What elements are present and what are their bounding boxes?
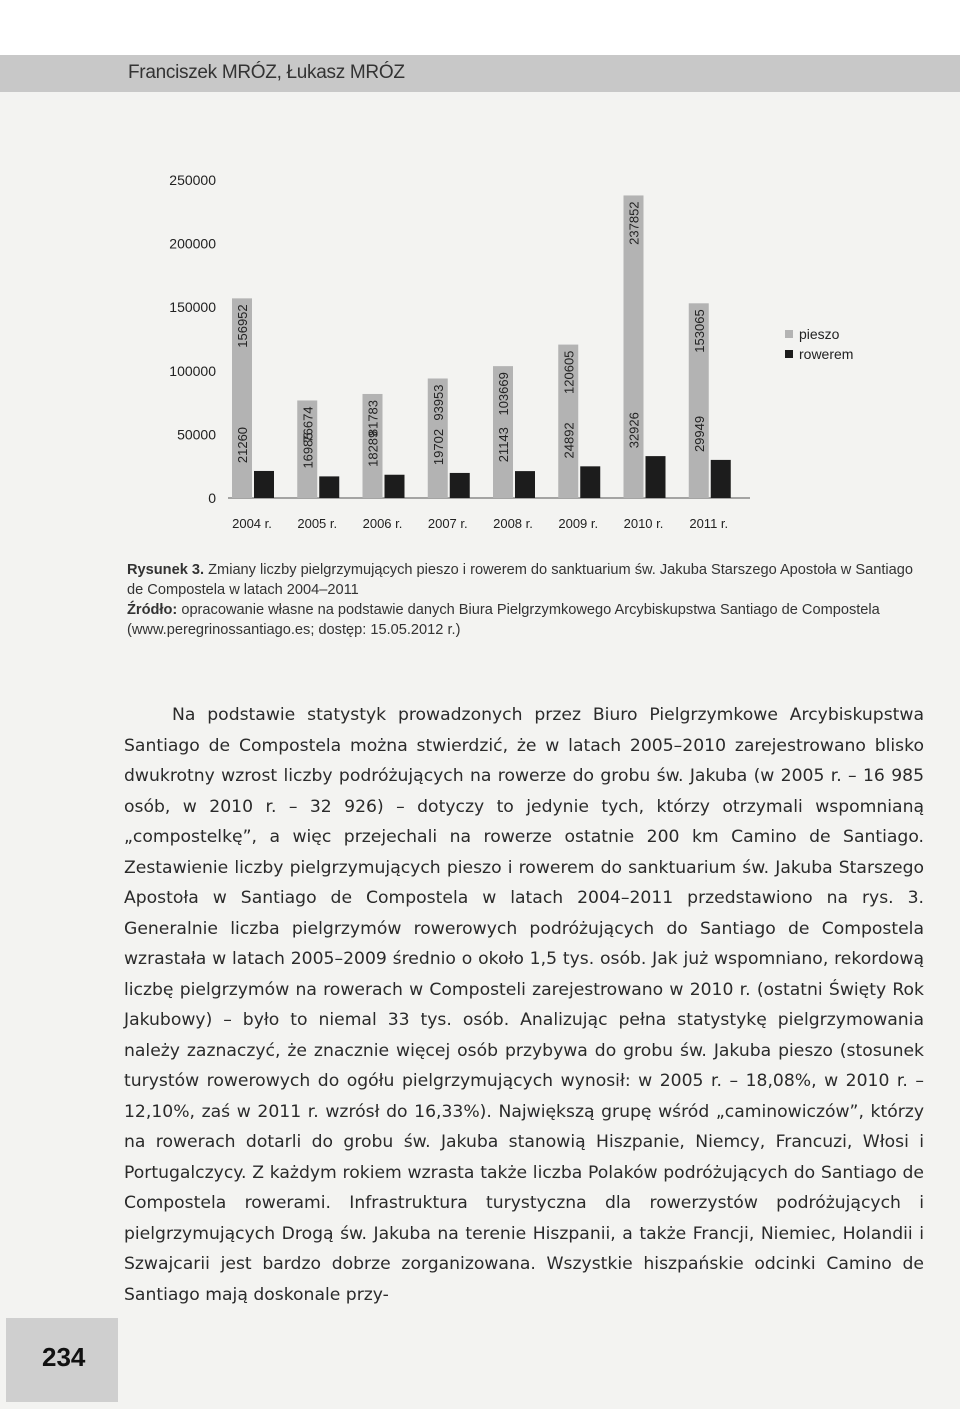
bar-pieszo-label: 93953 bbox=[430, 384, 446, 421]
x-tick-label: 2009 r. bbox=[558, 516, 599, 531]
bar-rowerem bbox=[580, 466, 600, 498]
bar-rowerem-label: 24892 bbox=[561, 422, 577, 459]
x-tick-label: 2005 r. bbox=[297, 516, 338, 531]
x-tick-label: 2007 r. bbox=[427, 516, 468, 531]
bar-pieszo-label: 103669 bbox=[496, 372, 511, 416]
x-tick-label: 2006 r. bbox=[362, 516, 403, 531]
caption-source-text: opracowanie własne na podstawie danych Biura Pielgrzymkowego Arcybiskupstwa Santiago de Compostela (www.peregrinossantiago.es; dostęp: 15.05.2012 r.) bbox=[127, 602, 880, 638]
bar-pieszo-label: 76674 bbox=[300, 406, 316, 443]
page-header-band bbox=[0, 0, 960, 100]
bar-rowerem-label: 21143 bbox=[496, 427, 511, 463]
x-tick-label: 2010 r. bbox=[623, 516, 664, 531]
body-text bbox=[124, 700, 924, 1310]
bar-pieszo-label: 156952 bbox=[235, 304, 250, 348]
bar-pieszo-label: 120605 bbox=[561, 350, 577, 394]
bar-rowerem-label: 21260 bbox=[235, 426, 250, 464]
legend-swatch bbox=[785, 350, 793, 358]
bar-rowerem-label: 19702 bbox=[430, 428, 446, 466]
body-paragraph: Na podstawie statystyk prowadzonych przez Biuro Pielgrzymkowe Arcybiskupstwa Santiago de Compostela można stwierdzić, że w latach 2005–2010 zarejestrowano blisko dwukrotny wzrost liczby podróżujących na rowerze do grobu św. Jakuba (w 2005 r. – 16 985 osób, w 2010 r. – 32 926) – dotyczy to jedynie tych, którzy otrzymali wspomnianą „compostelkę”, a więc przejechali na rowerze ostatnie 200 km Camino de Santiago. Zestawienie liczby pielgrzymujących pieszo i rowerem do sanktuarium św. Jakuba Starszego Apostoła w Santiago de Compostela w latach 2004–2011 przedstawiono na rys. 3. Generalnie liczba pielgrzymów rowerowych podróżujących do Santiago de Compostela wzrastała w latach 2005–2009 średnio o około 1,5 tys. osób. Jak już wspomniano, rekordową liczbę pielgrzymów na rowerach w Composteli zarejestrowano w 2010 r. (ostatni Święty Rok Jakubowy) – było to niemal 33 tys. osób. Analizując pełna statystykę pielgrzymowania należy zaznaczyć, że znacznie więcej osób przybywa do grobu św. Jakuba pieszo (stosunek turystów rowerowych do ogółu pielgrzymujących wynosił: w 2005 r. – 18,08%, w 2010 r. – 12,10%, zaś w 2011 r. wzrósł do 16,33%). Największą grupę wśród „caminowiczów”, którzy na rowerach dotarli do grobu św. Jakuba stanowią Hiszpanie, Niemcy, Francuzi, Włosi i Portugalczycy. Z każdym rokiem wzrasta także liczba Polaków podróżujących do Santiago de Compostela rowerami. Infrastruktura turystyczna dla rowerzystów podróżujących i pielgrzymujących Drogą św. Jakuba na terenie Hiszpanii, a także Francji, Niemiec, Holandii i Szwajcarii jest bardzo dobrze zorganizowana. Wszystkie hiszpańskie odcinki Camino de Santiago mają doskonale przy- bbox=[124, 705, 924, 1305]
y-tick-label: 0 bbox=[208, 490, 216, 506]
legend-swatch bbox=[785, 330, 793, 338]
bar-rowerem-label: 29949 bbox=[691, 415, 707, 453]
x-tick-label: 2011 r. bbox=[689, 516, 729, 531]
y-tick-label: 250000 bbox=[169, 172, 216, 188]
bar-rowerem bbox=[646, 456, 666, 498]
bar-rowerem bbox=[450, 473, 470, 498]
bar-rowerem bbox=[385, 475, 405, 498]
bar-chart-svg bbox=[120, 140, 880, 550]
bar-pieszo-label: 237852 bbox=[626, 201, 642, 245]
running-header-authors: Franciszek MRÓZ, Łukasz MRÓZ bbox=[128, 62, 405, 83]
legend-label: pieszo bbox=[799, 326, 840, 342]
caption-source-label: Źródło: bbox=[127, 602, 178, 618]
y-tick-label: 150000 bbox=[169, 299, 216, 316]
bar-pieszo-label: 153065 bbox=[691, 309, 707, 353]
bar-rowerem bbox=[319, 476, 339, 498]
bar-rowerem bbox=[515, 471, 535, 498]
caption-text: Zmiany liczby pielgrzymujących pieszo i rowerem do sanktuarium św. Jakuba Starszego Apostoła w Santiago de Compostela w latach 2004–2011 bbox=[127, 562, 913, 598]
figure-caption bbox=[127, 560, 917, 640]
bar-rowerem-label: 16985 bbox=[300, 432, 316, 469]
bar-rowerem bbox=[254, 471, 274, 498]
bar-rowerem bbox=[711, 460, 731, 498]
bar-pieszo-label: 81783 bbox=[365, 399, 381, 437]
bar-rowerem-label: 32926 bbox=[626, 412, 642, 449]
y-tick-label: 50000 bbox=[177, 426, 216, 443]
x-tick-label: 2004 r. bbox=[232, 516, 272, 531]
page-number: 234 bbox=[42, 1342, 86, 1372]
x-tick-label: 2008 r. bbox=[493, 516, 533, 531]
bar-rowerem-label: 18289 bbox=[365, 430, 381, 467]
y-tick-label: 100000 bbox=[169, 362, 216, 379]
bar-chart bbox=[120, 140, 880, 550]
legend-label: rowerem bbox=[799, 346, 854, 362]
caption-label: Rysunek 3. bbox=[127, 562, 205, 578]
y-tick-label: 200000 bbox=[169, 235, 216, 252]
